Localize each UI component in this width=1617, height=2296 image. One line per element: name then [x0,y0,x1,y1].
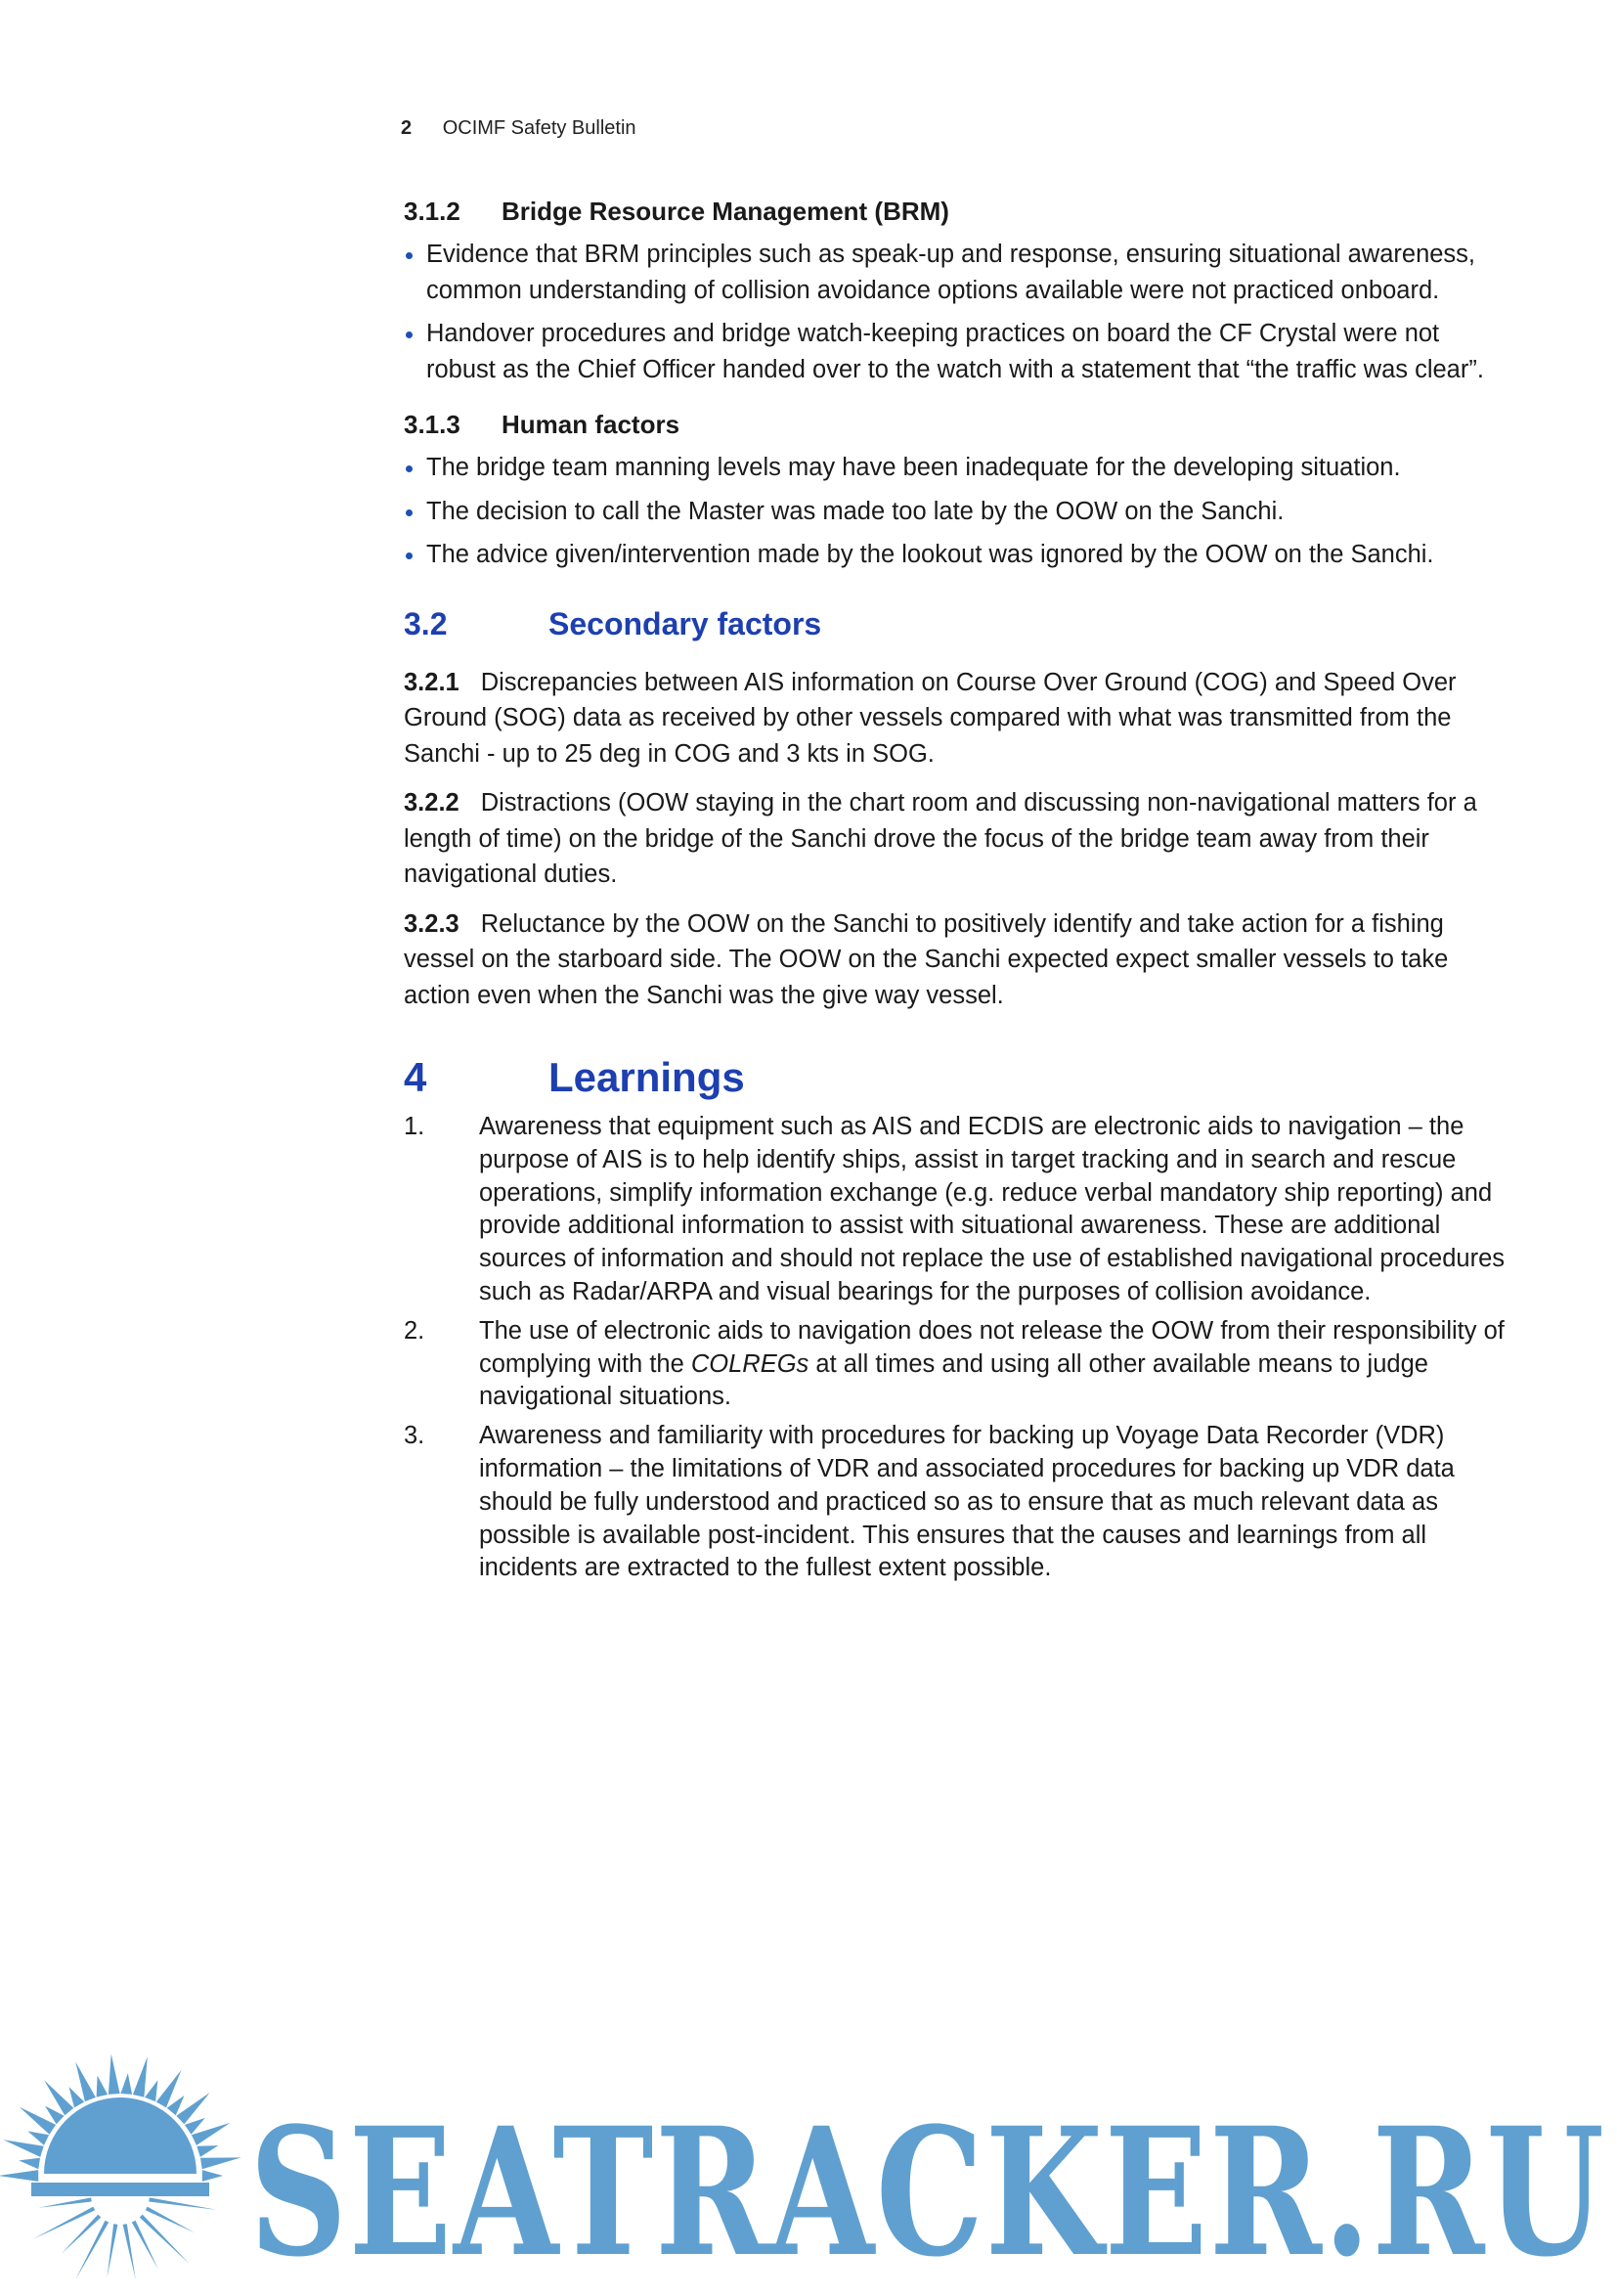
bullet-item [404,494,1513,530]
sun-ray [0,2170,38,2182]
sun-ray [109,2053,120,2095]
heading-4 [404,1054,1513,1101]
bullet-dot-icon [406,331,413,338]
sun-ray [123,2224,136,2279]
list-item [404,1315,1513,1414]
learnings-list [404,1111,1513,1585]
bullet-dot-icon [406,552,413,559]
paragraph-number: 3.2.3 [404,909,459,938]
list-text-part: The use of electronic aids to navigation does not release the OOW from their responsibility of complying with the [479,1316,1505,1378]
watermark-text: SEATRACKER.RU [249,2090,1606,2296]
heading-3-2 [404,604,1513,643]
bullet-item [404,537,1513,573]
brm-bullet-list [404,237,1513,387]
sun-ray [200,2157,241,2169]
bullet-text: Handover procedures and bridge watch-keeping practices on board the CF Crystal were not robust as the Chief Officer handed over to the watch with a statement that “the traffic was clear”. [426,320,1484,383]
paragraph-text: Discrepancies between AIS information on Course Over Ground (COG) and Speed Over Ground (SOG) data as received by other vessels compared with what was transmitted from the Sanchi - up to 25 deg in COG and 3 kts in SOG. [404,668,1457,768]
section-title: Secondary factors [548,605,822,641]
list-text-part: at all times and using all other available means to judge navigational situations. [479,1349,1428,1411]
list-item [404,1111,1513,1309]
sun-ray [149,2197,217,2210]
list-text: Awareness and familiarity with procedures for backing up Voyage Data Recorder (VDR) information – the limitations of VDR and associated procedures for backing up VDR data should be fully understood and practiced so as to ensure that as much relevant data as possible is available post-incident. This ensures that the causes and learnings from all incidents are extracted to the fullest extent possible. [479,1422,1455,1582]
paragraph-3-2-2 [404,785,1513,893]
header-title: OCIMF Safety Bulletin [442,117,636,139]
sun-ray [197,2145,218,2157]
sun-ray [33,2207,95,2239]
page-number: 2 [401,117,413,139]
bullet-dot-icon [406,509,413,516]
sun-ray [140,2215,190,2265]
paragraph-text: Reluctance by the OOW on the Sanchi to positively identify and take action for a fishing vessel on the starboard side. The OOW on the Sanchi expected expect smaller vessels to take action even when the Sanchi was the give way vessel. [404,909,1449,1009]
section-number: 3.2 [404,605,448,641]
sun-ray [75,2062,96,2102]
sun-ray [97,2076,109,2097]
bullet-text: Evidence that BRM principles such as speak-up and response, ensuring situational awareness, common understanding of collision avoidance options available were not practiced onboard. [426,241,1476,304]
sun-ray [176,2093,209,2124]
sun-ray [19,2158,40,2170]
sun-ray [120,2073,132,2095]
list-number: 3. [404,1422,425,1450]
heading-number: 3.1.3 [404,410,460,439]
heading-3-1-3 [404,407,1513,442]
document-body [404,194,1513,1591]
sun-ray [202,2170,223,2182]
bullet-text: The advice given/intervention made by the lookout was ignored by the OOW on the Sanchi. [426,541,1434,568]
list-number: 2. [404,1316,425,1345]
colregs-emphasis: COLREGs [690,1349,809,1378]
paragraph-3-2-3 [404,906,1513,1014]
bullet-text: The bridge team manning levels may have been inadequate for the developing situation. [426,454,1401,481]
horizon-bar [31,2183,209,2196]
human-factors-bullet-list [404,450,1513,573]
sun-ray [27,2131,49,2145]
bullet-item [404,450,1513,486]
bullet-item [404,237,1513,308]
heading-title: Human factors [502,410,680,439]
heading-number: 3.1.2 [404,197,460,226]
sun-ray [69,2087,85,2107]
bullet-item [404,316,1513,387]
sun-ray [4,2140,44,2157]
sun-ray [108,2224,118,2277]
sun-ray [75,2221,109,2279]
sun-ray [38,2197,92,2207]
bullet-dot-icon [406,465,413,472]
paragraph-number: 3.2.1 [404,668,459,696]
heading-title: Bridge Resource Management (BRM) [502,197,949,226]
paragraph-text: Distractions (OOW staying in the chart room and discussing non-navigational matters for a length of time) on the bridge of the Sanchi drove the focus of the bridge team away from their navigational duties. [404,789,1477,888]
page-header [401,117,636,140]
heading-3-1-2 [404,194,1513,229]
sun-ray [62,2215,101,2254]
section-number: 4 [404,1054,427,1100]
paragraph-3-2-1 [404,665,1513,773]
sun-logo-icon [0,2049,244,2283]
list-text: Awareness that equipment such as AIS and ECDIS are electronic aids to navigation – the purpose of AIS is to help identify ships, assist in target tracking and in search and rescue operations, simplify information exchange (e.g. reduce verbal mandatory ship reporting) and provide additional information to assist with situational awareness. These are additional sources of information and should not replace the use of established navigational procedures such as Radar/ARPA and visual bearings for the purposes of collision avoidance. [479,1113,1505,1305]
section-title: Learnings [548,1054,745,1100]
list-item [404,1420,1513,1585]
sun-ray [133,2056,148,2097]
bullet-dot-icon [406,252,413,259]
sun-ray [145,2080,157,2101]
paragraph-number: 3.2.2 [404,789,459,817]
bullet-text: The decision to call the Master was made too late by the OOW on the Sanchi. [426,497,1285,525]
list-number: 1. [404,1113,425,1140]
